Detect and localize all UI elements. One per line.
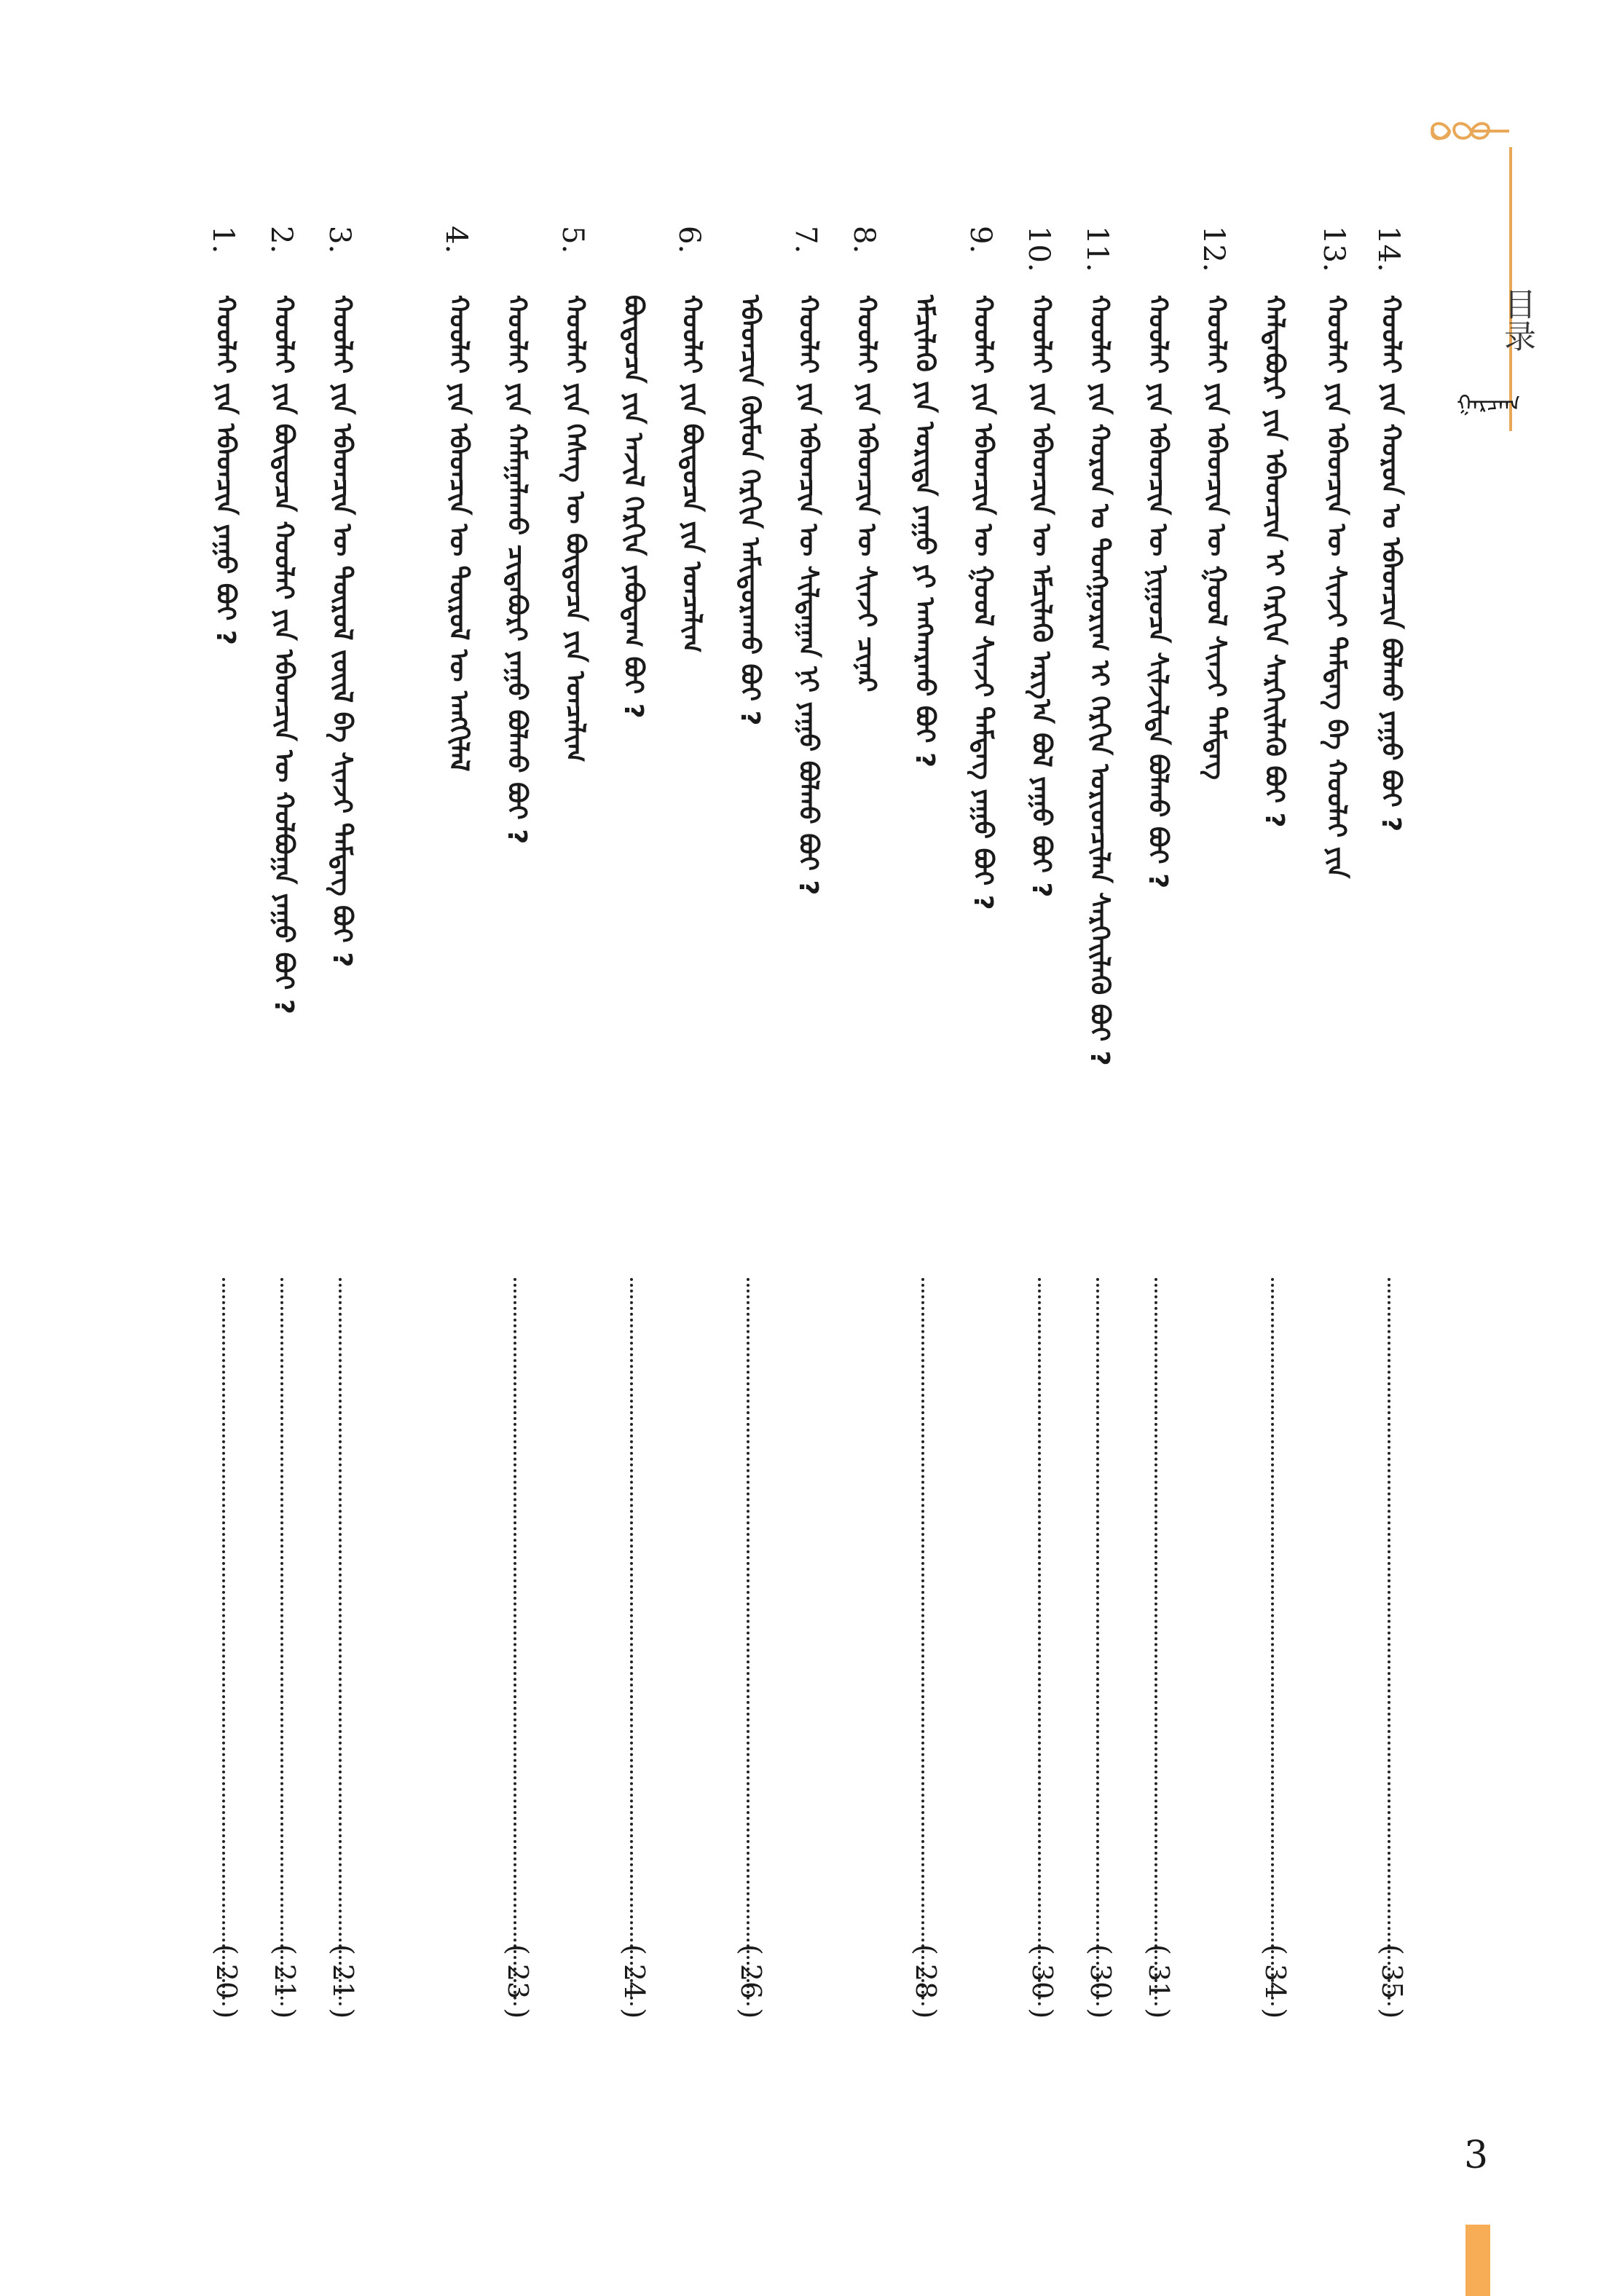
toc-entry bbox=[1372, 226, 1408, 2046]
toc-entry bbox=[264, 226, 301, 2046]
toc-entry-title: ᠬᠣᠣᠯᠠᠢ ᠶᠢᠨ ᠡᠪᠡᠳᠴᠢᠨ ᠦ ᠡᠮᠴᠢᠯᠡᠬᠦ ᠠᠷᠭ᠎ᠠ ᠪᠣᠯ ᠶᠠᠭᠤ ᠪᠤᠢ ? bbox=[1026, 295, 1056, 898]
toc-entry bbox=[965, 226, 997, 2046]
toc-entry-title: ᠬᠣᠣᠯᠠᠢ ᠶᠢᠨ ᠡᠪᠡᠳᠴᠢᠨ ᠦ ᠲᠦᠷᠦᠯ ᠵᠦᠢᠯ ᠪᠠ ᠰᠢᠨᠵᠢ ᠲᠡᠮᠳᠡᠭ ᠪᠤᠢ ? bbox=[327, 295, 357, 968]
toc-entry-number: 5. bbox=[556, 226, 589, 254]
toc-entry-title: ᠬᠣᠣᠯᠠᠢ ᠶᠢᠨ ᠡᠪᠡᠳᠴᠢᠨ ᠦ ᠭᠣᠣᠯ ᠰᠢᠨᠵᠢ ᠲᠡᠮᠳᠡᠭ ᠶᠠᠭᠤ ᠪᠤᠢ ? bbox=[968, 295, 998, 910]
toc-entry bbox=[732, 226, 767, 2046]
toc-leader-dots bbox=[747, 1278, 750, 2006]
toc-leader-dots bbox=[1388, 1278, 1390, 2006]
toc-leader-dots bbox=[1154, 1278, 1157, 2006]
toc-entry-number: 12. bbox=[1197, 226, 1230, 272]
toc-page-ref: ( 30 ) bbox=[1085, 1944, 1117, 2019]
toc-page-ref: ( 21 ) bbox=[269, 1944, 301, 2019]
toc-entry-title: ᠪᠦᠲᠦᠴᠡ ᠶᠢᠨ ᠠᠵᠢᠯ ᠬᠡᠷᠬᠢᠨ ᠶᠠᠪᠤᠳᠠᠭ ᠪᠤᠢ ? bbox=[618, 295, 648, 719]
page-tab-marker bbox=[1465, 2225, 1490, 2296]
toc-entry-title: ᠬᠣᠣᠯᠠᠢ ᠶᠢᠨ ᠡᠪᠡᠳᠴᠢᠨ ᠶᠠᠭᠤ ᠪᠤᠢ ? bbox=[211, 295, 240, 645]
toc-entry-title: ᠬᠣᠣᠯᠠᠢ ᠶᠢᠨ ᠡᠪᠡᠳᠴᠢᠨ ᠦ ᠭᠣᠣᠯ ᠰᠢᠨᠵᠢ ᠲᠡᠮᠳᠡᠭ bbox=[1201, 295, 1231, 780]
toc-entry-number: 6. bbox=[672, 226, 706, 254]
toc-leader-dots bbox=[1096, 1278, 1099, 2006]
toc-leader-dots bbox=[222, 1278, 225, 2006]
toc-entry-number: 1. bbox=[206, 226, 240, 254]
toc-leader-dots bbox=[921, 1278, 924, 2006]
toc-entry-number: 14. bbox=[1372, 226, 1405, 272]
toc-entry bbox=[615, 226, 648, 2046]
toc-entry-title: ᠬᠣᠣᠯᠠᠢ ᠶᠢᠨ ᠪᠦᠲᠦᠴᠡ ᠬᠣᠣᠯᠠᠢ ᠶᠢᠨ ᠡᠪᠡᠳᠴᠢᠨ ᠦ ᠬᠣᠯᠪᠣᠭᠠ ᠶᠠᠭᠤ ᠪᠤᠢ ? bbox=[269, 295, 299, 1014]
toc-entry bbox=[499, 226, 534, 2046]
toc-entry-title: ᠬᠣᠣᠯᠠᠢ ᠶᠢᠨ ᠬᠠᠮᠠᠭᠠᠯᠠᠬᠤ ᠴᠢᠳᠠᠪᠤᠷᠢ ᠶᠠᠭᠤ ᠪᠣᠯᠬᠤ ᠪᠤᠢ ? bbox=[502, 295, 532, 845]
toc-page-ref: ( 23 ) bbox=[502, 1944, 534, 2019]
toc-page-ref: ( 35 ) bbox=[1376, 1944, 1408, 2019]
toc-entry-number: 8. bbox=[847, 226, 881, 254]
toc-page-ref: ( 24 ) bbox=[618, 1944, 650, 2019]
toc-entry-title: ᠬᠣᠣᠯᠠᠢ ᠶᠢᠨ ᠡᠪᠡᠳᠴᠢᠨ ᠦ ᠰᠢᠨᠵᠢ ᠲᠡᠮᠳᠡᠭ ᠪᠠ ᠬᠣᠣᠯᠠᠢ ᠶᠢᠨ bbox=[1321, 295, 1351, 879]
toc-entry-title: ᠬᠣᠣᠯᠠᠢ ᠶᠢᠨ ᠡᠪᠡᠳᠴᠢᠨ ᠦ ᠰᠢᠯᠳᠠᠭᠠᠨ ᠨᠢ ᠶᠠᠭᠤ ᠪᠣᠯᠬᠤ ᠪᠤᠢ ? bbox=[793, 295, 823, 896]
toc-entry-number: 10. bbox=[1022, 226, 1055, 272]
toc-entry-title: ᠬᠣᠣᠯᠠᠢ ᠶᠢᠨ ᠡᠪᠡᠳᠴᠢᠨ ᠦ ᠰᠢᠨᠵᠢ ᠴᠢᠨᠠᠷ bbox=[851, 295, 881, 693]
toc-entry-title: ᠡᠪᠡᠳᠴᠢᠨ ᠬᠦᠮᠦᠨ ᠬᠡᠷᠬᠢᠨ ᠠᠮᠢᠳᠤᠷᠠᠬᠤ ᠪᠤᠢ ? bbox=[735, 295, 765, 726]
toc-entry-number: 9. bbox=[964, 226, 997, 254]
toc-page-ref: ( 26 ) bbox=[735, 1944, 767, 2019]
toc-entry bbox=[1080, 226, 1117, 2046]
toc-entry bbox=[907, 226, 942, 2046]
toc-entry-number: 7. bbox=[789, 226, 822, 254]
toc-entry bbox=[849, 226, 881, 2046]
page-number: 3 bbox=[1464, 2134, 1489, 2177]
toc-entry bbox=[674, 226, 706, 2046]
toc-entry bbox=[557, 226, 589, 2046]
toc-entry-number: 11. bbox=[1080, 226, 1114, 272]
toc-entry bbox=[441, 226, 473, 2046]
toc-entry-title: ᠬᠣᠣᠯᠠᠢ ᠶᠢᠨ ᠬᠣᠷᠣᠨ ᠤ ᠡᠪᠡᠳᠴᠢᠨ ᠪᠣᠯᠬᠤ ᠶᠠᠭᠤ ᠪᠤᠢ ? bbox=[1376, 295, 1406, 832]
toc-entry-title: ᠬᠠᠯᠳᠠᠪᠤᠷᠢ ᠶᠢᠨ ᠡᠪᠡᠳᠴᠢᠨ ᠢ ᠬᠡᠷᠬᠢᠨ ᠰᠡᠷᠭᠡᠢᠯᠡᠬᠦ ᠪᠤᠢ ? bbox=[1259, 295, 1289, 828]
toc-page-ref: ( 20 ) bbox=[211, 1944, 243, 2019]
toc-entry-title: ᠡᠮᠴᠢᠯᠡᠬᠦ ᠶᠢᠨ ᠤᠷᠢᠳᠠ ᠶᠠᠭᠤ ᠶᠢ ᠠᠩᠬᠠᠷᠬᠤ ᠪᠤᠢ ? bbox=[910, 295, 940, 768]
toc-entry bbox=[323, 226, 359, 2046]
toc-entry-number: 4. bbox=[439, 226, 473, 254]
toc-entry bbox=[1198, 226, 1230, 2046]
toc-page-ref: ( 30 ) bbox=[1026, 1944, 1058, 2019]
toc-entry bbox=[1140, 226, 1175, 2046]
toc-entry-number: 2. bbox=[264, 226, 298, 254]
toc-entry-title: ᠬᠣᠣᠯᠠᠢ ᠶᠢᠨ ᠡᠪᠡᠳᠴᠢᠨ ᠦ ᠲᠦᠷᠦᠯ ᠦ ᠠᠩᠭᠢᠯᠠᠯ bbox=[444, 295, 473, 772]
toc-entry bbox=[1256, 226, 1289, 2046]
toc-entry bbox=[1318, 226, 1350, 2046]
toc-entry bbox=[1022, 226, 1058, 2046]
toc-leader-dots bbox=[1038, 1278, 1041, 2006]
toc-page-ref: ( 21 ) bbox=[327, 1944, 359, 2019]
toc-entry-title: ᠬᠣᠣᠯᠠᠢ ᠶᠢᠨ ᠬᠣᠷᠣᠨ ᠤ ᠲᠣᠩᠭᠣᠷᠢᠭ ᠢ ᠬᠡᠷᠬᠢᠨ ᠤᠷᠢᠳᠴᠢᠯᠠᠨ ᠰᠡᠷᠭᠡᠢᠯᠡᠬᠦ ᠪᠤᠢ ? bbox=[1085, 295, 1114, 1066]
toc-page-ref: ( 31 ) bbox=[1143, 1944, 1175, 2019]
toc-page-ref: ( 34 ) bbox=[1259, 1944, 1291, 2019]
toc-leader-dots bbox=[630, 1278, 633, 2006]
toc-leader-dots bbox=[1271, 1278, 1274, 2006]
page-title: 目录 bbox=[1498, 288, 1535, 352]
toc-entry-title: ᠬᠣᠣᠯᠠᠢ ᠶᠢᠨ ᠬᠡᠰᠡᠭ ᠦ ᠪᠦᠲᠦᠴᠡ ᠶᠢᠨ ᠣᠨᠴᠠᠯᠢᠭ bbox=[560, 295, 590, 762]
toc-entry-number: 3. bbox=[323, 226, 356, 254]
toc-leader-dots bbox=[339, 1278, 342, 2006]
toc-leader-dots bbox=[514, 1278, 516, 2006]
header-mongolian-label: ᠭᠠᠷᠴᠠᠭ bbox=[1457, 391, 1521, 417]
toc-leader-dots bbox=[280, 1278, 283, 2006]
toc-page-ref: ( 28 ) bbox=[910, 1944, 942, 2019]
toc-entry bbox=[790, 226, 822, 2046]
toc-entry-title: ᠬᠣᠣᠯᠠᠢ ᠶᠢᠨ ᠡᠪᠡᠳᠴᠢᠨ ᠦ ᠨᠢᠭᠤᠴᠠ ᠰᠢᠯᠵᠢᠯᠲᠡ ᠪᠣᠯᠬᠤ ᠪᠤᠢ ? bbox=[1143, 295, 1173, 889]
toc-entry-title: ᠬᠣᠣᠯᠠᠢ ᠶᠢᠨ ᠪᠦᠲᠦᠴᠡ ᠶᠢᠨ ᠣᠨᠴᠠᠯᠢᠭ bbox=[677, 295, 707, 653]
toc-entry-number: 13. bbox=[1317, 226, 1350, 272]
toc-entry bbox=[206, 226, 243, 2046]
